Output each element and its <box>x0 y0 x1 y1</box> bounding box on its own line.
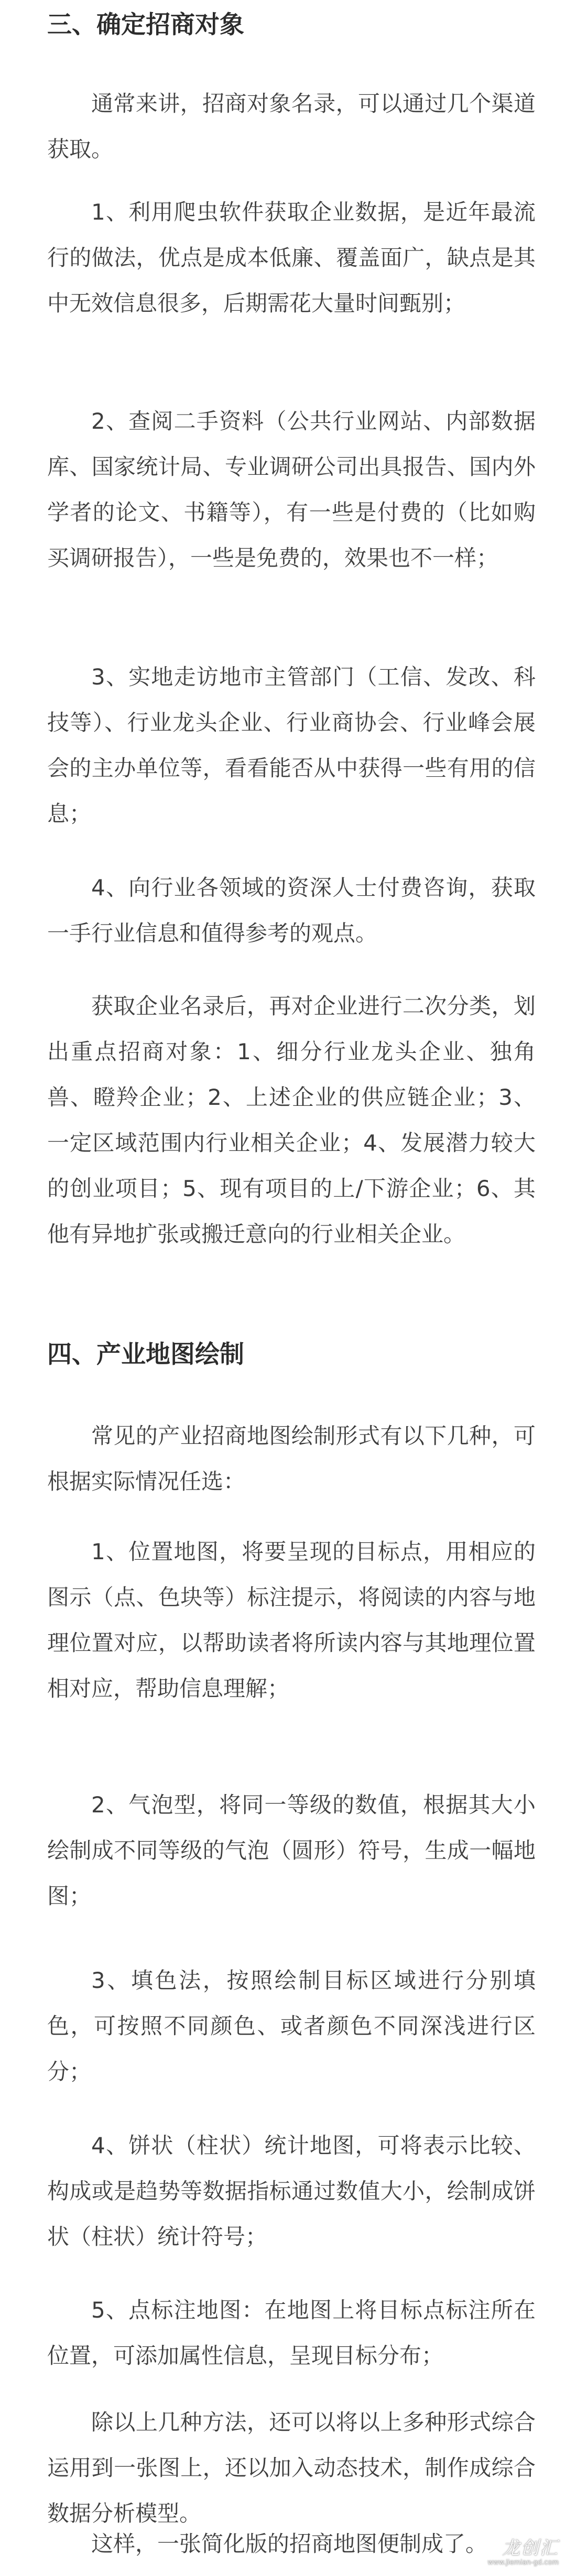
section-title-3: 三、确定招商对象 <box>47 10 244 39</box>
paragraph: 4、饼状（柱状）统计地图，可将表示比较、构成或是趋势等数据指标通过数值大小，绘制成饼状（柱状）统计符号； <box>47 2133 536 2249</box>
paragraph: 2、气泡型，将同一等级的数值，根据其大小绘制成不同等级的气泡（圆形）符号，生成一幅地图； <box>47 1792 536 1909</box>
paragraph: 3、实地走访地市主管部门（工信、发改、科技等）、行业龙头企业、行业商协会、行业峰会展会的主办单位等，看看能否从中获得一些有用的信息； <box>47 664 536 827</box>
paragraph: 4、向行业各领域的资深人士付费咨询，获取一手行业信息和值得参考的观点。 <box>47 875 536 946</box>
paragraph: 1、利用爬虫软件获取企业数据，是近年最流行的做法，优点是成本低廉、覆盖面广，缺点是其中无效信息很多，后期需花大量时间甄别； <box>47 199 536 316</box>
paragraph: 获取企业名录后，再对企业进行二次分类，划出重点招商对象：1、细分行业龙头企业、独角兽、瞪羚企业；2、上述企业的供应链企业；3、一定区域范围内行业相关企业；4、发展潜力较大的创业项目；5、现有项目的上/下游企业；6、其他有异地扩张或搬迁意向的行业相关企业。 <box>47 993 536 1247</box>
paragraph: 5、点标注地图：在地图上将目标点标注所在位置，可添加属性信息，呈现目标分布； <box>47 2297 536 2368</box>
paragraph: 常见的产业招商地图绘制形式有以下几种，可根据实际情况任选： <box>47 1423 536 1494</box>
watermark-logo <box>454 2538 559 2569</box>
paragraph: 3、填色法，按照绘制目标区域进行分别填色，可按照不同颜色、或者颜色不同深浅进行区分； <box>47 1968 536 2084</box>
section-title-4: 四、产业地图绘制 <box>47 1340 244 1369</box>
paragraph: 1、位置地图，将要呈现的目标点，用相应的图示（点、色块等）标注提示，将阅读的内容与地理位置对应，以帮助读者将所读内容与其地理位置相对应，帮助信息理解； <box>47 1539 536 1701</box>
paragraph: 除以上几种方法，还可以将以上多种形式综合运用到一张图上，还以加入动态技术，制作成综合数据分析模型。 <box>47 2409 536 2526</box>
paragraph: 这样，一张简化版的招商地图便制成了。 <box>91 2531 488 2557</box>
paragraph: 通常来讲，招商对象名录，可以通过几个渠道获取。 <box>47 91 536 162</box>
watermark-text: 龙创汇 <box>502 2538 559 2559</box>
paragraph: 2、查阅二手资料（公共行业网站、内部数据库、国家统计局、专业调研公司出具报告、国内外学者的论文、书籍等），有一些是付费的（比如购买调研报告），一些是免费的，效果也不一样； <box>47 408 536 571</box>
watermark-url: www.jiemian-gd.com <box>487 2559 559 2567</box>
